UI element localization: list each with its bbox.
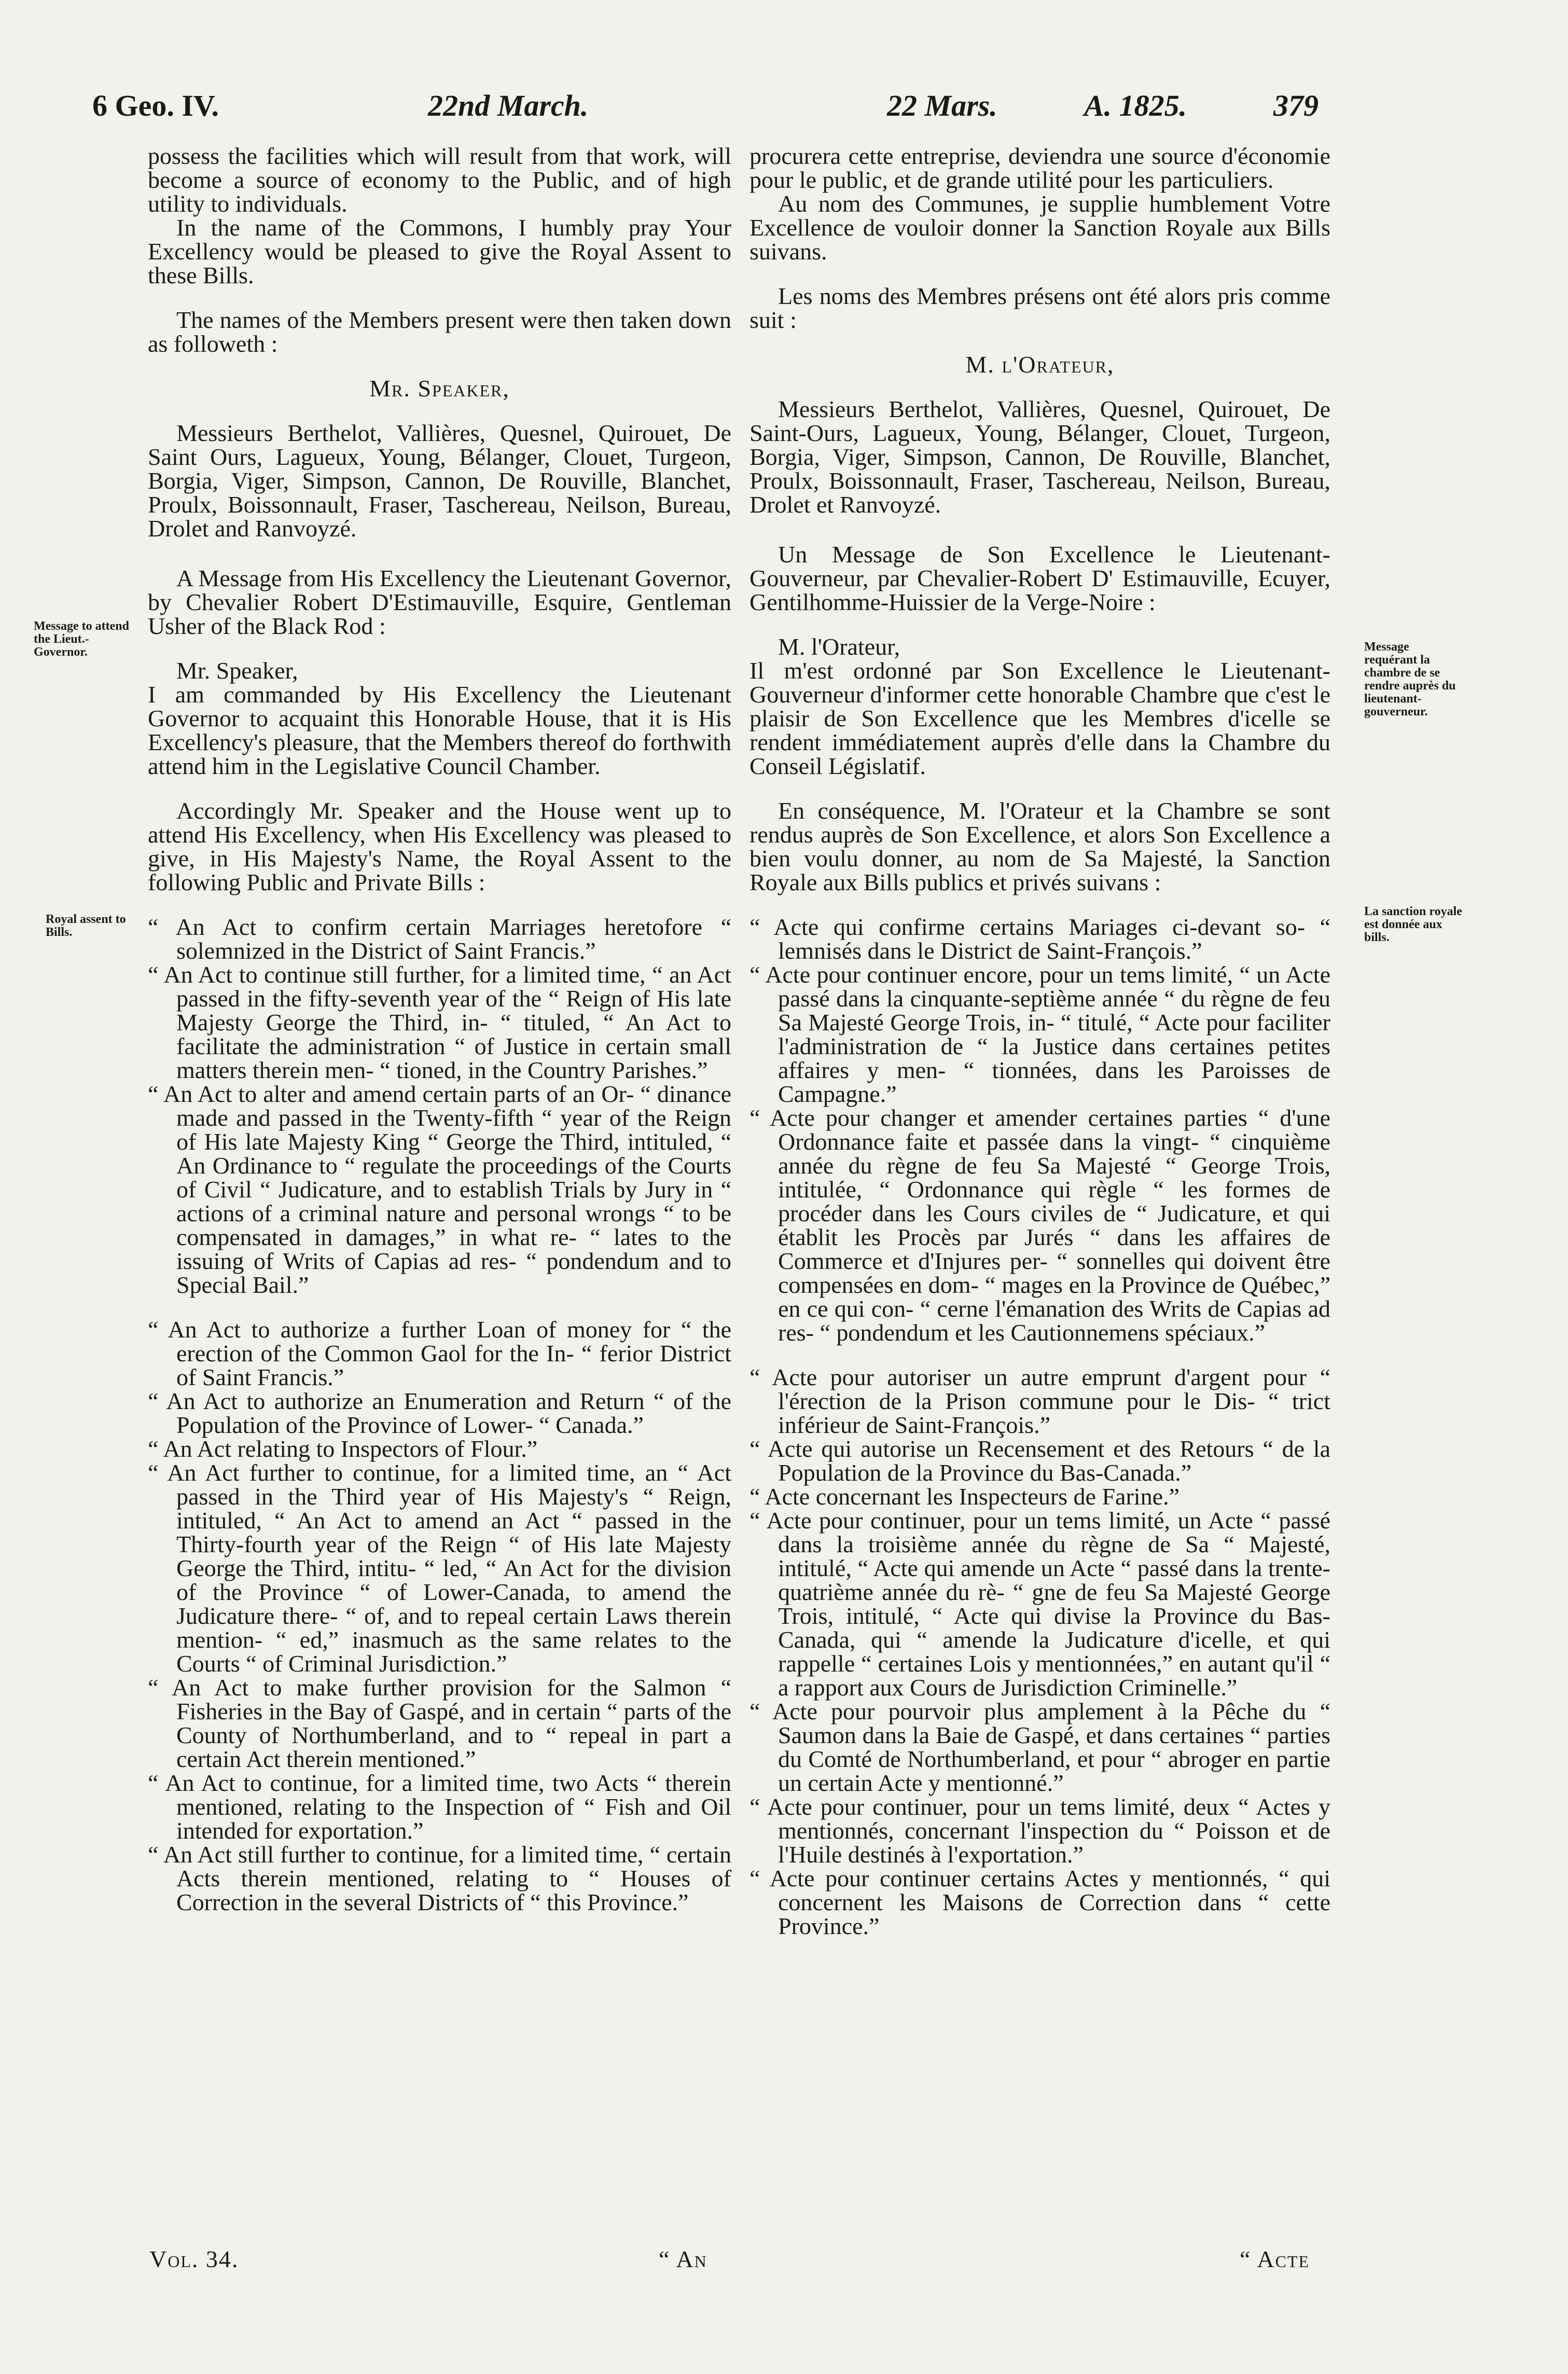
- en-act-2: “ An Act to continue still further, for a limited time, “ an Act passed in the fifty-seventh year of the “ Reign of His late Majesty George the Third, in- “ tituled, “ An Act to facilitate the administration “ of Justice in certain small matters therein men- “ tioned, in the Country Parishes.”: [148, 961, 731, 1083]
- fr-act-4: “ Acte pour autoriser un autre emprunt d'argent pour “ l'érection de la Prison commune pour le Dis- “ trict inférieur de Saint-François.”: [750, 1364, 1330, 1438]
- en-act-8: “ An Act to make further provision for the Salmon “ Fisheries in the Bay of Gaspé, and in certain “ parts of the County of Northumberland, and to “ repeal in part a certain Act therein mentioned.”: [148, 1674, 731, 1772]
- catchword-en: “ An: [659, 2246, 707, 2272]
- en-act-10: “ An Act still further to continue, for a limited time, “ certain Acts therein mentioned, relating to “ Houses of Correction in the several Districts of “ this Province.”: [148, 1841, 731, 1915]
- fr-paragraph-3: Les noms des Membres présens ont été alors pris comme suit :: [750, 283, 1330, 333]
- margin-note-message-en: Message to attend the Lieut.-Governor.: [34, 619, 129, 659]
- page-number: 379: [1273, 89, 1319, 122]
- en-act-6: “ An Act relating to Inspectors of Flour.”: [148, 1436, 538, 1462]
- volume-signature: Vol. 34.: [149, 2246, 239, 2272]
- fr-paragraph-1: procurera cette entreprise, deviendra une source d'économie pour le public, et de grande utilité pour les particuliers.: [750, 143, 1330, 193]
- fr-act-8: “ Acte pour pourvoir plus amplement à la Pêche du “ Saumon dans la Baie de Gaspé, et dans certaines “ parties du Comté de Northumberland, et pour “ abroger en partie un certain Acte y mentionné.”: [750, 1698, 1330, 1796]
- en-act-4: “ An Act to authorize a further Loan of money for “ the erection of the Common Gaol for the In- “ ferior District of Saint Francis.”: [148, 1316, 731, 1390]
- fr-act-1: “ Acte qui confirme certains Mariages ci-devant so- “ lemnisés dans le District de Saint-François.”: [750, 914, 1330, 964]
- en-commanded: I am commanded by His Excellency the Lieutenant Governor to acquaint this Honorable House, that it is His Excellency's pleasure, that the Members thereof do forthwith attend him in the Legislative Council Chamber.: [148, 681, 731, 779]
- fr-accordingly: En conséquence, M. l'Orateur et la Chambre se sont rendus auprès de Son Excellence, et alors Son Excellence a bien voulu donner, au nom de Sa Majesté, la Sanction Royale aux Bills publics et privés suivans :: [750, 797, 1330, 895]
- running-head-year: A. 1825.: [1084, 89, 1187, 122]
- fr-act-6: “ Acte concernant les Inspecteurs de Farine.”: [750, 1483, 1180, 1510]
- en-paragraph-1: possess the facilities which will result from that work, will become a source of economy to the Public, and of high utility to individuals.: [148, 143, 731, 217]
- margin-note-assent-en: Royal assent to Bills.: [46, 913, 126, 939]
- fr-act-10: “ Acte pour continuer certains Actes y mentionnés, “ qui concernent les Maisons de Correction dans “ cette Province.”: [750, 1865, 1330, 1939]
- running-head-date-en: 22nd March.: [428, 89, 589, 122]
- en-paragraph-2: In the name of the Commons, I humbly pray Your Excellency would be pleased to give the Royal Assent to these Bills.: [148, 214, 731, 288]
- fr-act-3: “ Acte pour changer et amender certaines parties “ d'une Ordonnance faite et passée dans la vingt- “ cinquième année du règne de feu Sa Majesté “ George Trois, intitulée, “ Ordonnance qui règle “ les formes de procéder dans les Cours civiles de “ Judicature, et qui établit les Procès par Jurés “ dans les affaires de Commerce et d'Injures per- “ sonnelles qui doivent être compensées en dom- “ mages en la Province de Québec,” en ce qui con- “ cerne l'émanation des Writs de Capias ad res- “ pondendum et les Cautionnemens spéciaux.”: [750, 1105, 1330, 1346]
- running-head-reign: 6 Geo. IV.: [92, 89, 219, 122]
- fr-act-7: “ Acte pour continuer, pour un tems limité, un Acte “ passé dans la troisième année du règne de Sa “ Majesté, intitulé, “ Acte qui amende un Acte “ passé dans la trente-quatrième année du rè- “ gne de feu Sa Majesté George Trois, intitulé, “ Acte qui divise la Province du Bas-Canada, qui “ amende la Judicature d'icelle, et qui rappelle “ certaines Lois y mentionnées,” en autant qu'il “ a rapport aux Cours de Jurisdiction Criminelle.”: [750, 1507, 1330, 1701]
- running-head-date-fr: 22 Mars.: [887, 89, 997, 122]
- en-act-1: “ An Act to confirm certain Marriages heretofore “ solemnized in the District of Saint Francis.”: [148, 914, 731, 964]
- en-members-list: Messieurs Berthelot, Vallières, Quesnel, Quirouet, De Saint Ours, Lagueux, Young, Bélanger, Clouet, Turgeon, Borgia, Viger, Simpson, Cannon, De Rouville, Blanchet, Proulx, Boissonnault, Fraser, Taschereau, Neilson, Bureau, Drolet and Ranvoyzé.: [148, 420, 731, 542]
- en-accordingly: Accordingly Mr. Speaker and the House went up to attend His Excellency, when His Excellency was pleased to give, in His Majesty's Name, the Royal Assent to the following Public and Private Bills :: [148, 797, 731, 895]
- fr-speaker: M. l'Orateur,: [965, 351, 1115, 378]
- en-act-5: “ An Act to authorize an Enumeration and Return “ of the Population of the Province of Lower- “ Canada.”: [148, 1388, 731, 1438]
- margin-note-assent-fr: La sanction royale est donnée aux bills.: [1364, 905, 1462, 944]
- en-act-9: “ An Act to continue, for a limited time, two Acts “ therein mentioned, relating to the Inspection of “ Fish and Oil intended for exportation.”: [148, 1770, 731, 1844]
- en-message: A Message from His Excellency the Lieutenant Governor, by Chevalier Robert D'Estimauville, Esquire, Gentleman Usher of the Black Rod :: [148, 565, 731, 639]
- en-act-7: “ An Act further to continue, for a limited time, an “ Act passed in the Third year of His Majesty's “ Reign, intituled, “ An Act to amend an Act “ passed in the Thirty-fourth year of the Reign “ of His late Majesty George the Third, intitu- “ led, “ An Act for the division of the Province “ of Lower-Canada, to amend the Judicature there- “ of, and to repeal certain Laws therein mention- “ ed,” inasmuch as the same relates to the Courts “ of Criminal Jurisdiction.”: [148, 1459, 731, 1677]
- fr-act-9: “ Acte pour continuer, pour un tems limité, deux “ Actes y mentionnés, concernant l'inspection du “ Poisson et de l'Huile destinés à l'exportation.”: [750, 1793, 1330, 1868]
- en-speaker: Mr. Speaker,: [369, 375, 510, 402]
- fr-mr-speaker: M. l'Orateur,: [778, 633, 900, 660]
- french-column: [750, 144, 1330, 1938]
- fr-commanded: Il m'est ordonné par Son Excellence le Lieutenant-Gouverneur d'informer cette honorable Chambre que c'est le plaisir de Son Excellence que les Membres d'icelle se rendent immédiatement auprès d'elle dans la Chambre du Conseil Législatif.: [750, 657, 1330, 779]
- fr-message: Un Message de Son Excellence le Lieutenant-Gouverneur, par Chevalier-Robert D' Estimauville, Ecuyer, Gentilhomme-Huissier de la Verge-Noire :: [750, 541, 1330, 615]
- margin-note-message-fr: Message requérant la chambre de se rendre auprès du lieutenant-gouverneur.: [1364, 640, 1456, 719]
- english-column: [148, 144, 731, 1914]
- fr-paragraph-2: Au nom des Communes, je supplie humblement Votre Excellence de vouloir donner la Sanction Royale aux Bills suivans.: [750, 190, 1330, 265]
- fr-act-5: “ Acte qui autorise un Recensement et des Retours “ de la Population de la Province du Bas-Canada.”: [750, 1436, 1330, 1486]
- fr-members-list: Messieurs Berthelot, Vallières, Quesnel, Quirouet, De Saint-Ours, Lagueux, Young, Bélanger, Clouet, Turgeon, Borgia, Viger, Simpson, Cannon, De Rouville, Blanchet, Proulx, Boissonnault, Fraser, Taschereau, Neilson, Bureau, Drolet et Ranvoyzé.: [750, 396, 1330, 518]
- en-mr-speaker: Mr. Speaker,: [176, 657, 298, 684]
- catchword-fr: “ Acte: [1240, 2246, 1310, 2272]
- fr-act-2: “ Acte pour continuer encore, pour un tems limité, “ un Acte passé dans la cinquante-septième année “ du règne de feu Sa Majesté George Trois, in- “ titulé, “ Acte pour faciliter l'administration de “ la Justice dans certaines petites affaires y men- “ tionnées, dans les Paroisses de Campagne.”: [750, 961, 1330, 1107]
- en-act-3: “ An Act to alter and amend certain parts of an Or- “ dinance made and passed in the Twenty-fifth “ year of the Reign of His late Majesty King “ George the Third, intituled, “ An Ordinance to “ regulate the proceedings of the Courts of Civil “ Judicature, and to establish Trials by Jury in “ actions of a criminal nature and personal wrongs “ to be compensated in damages,” in what re- “ lates to the issuing of Writs of Capias ad res- “ pondendum and to Special Bail.”: [148, 1081, 731, 1298]
- en-paragraph-3: The names of the Members present were then taken down as followeth :: [148, 307, 731, 357]
